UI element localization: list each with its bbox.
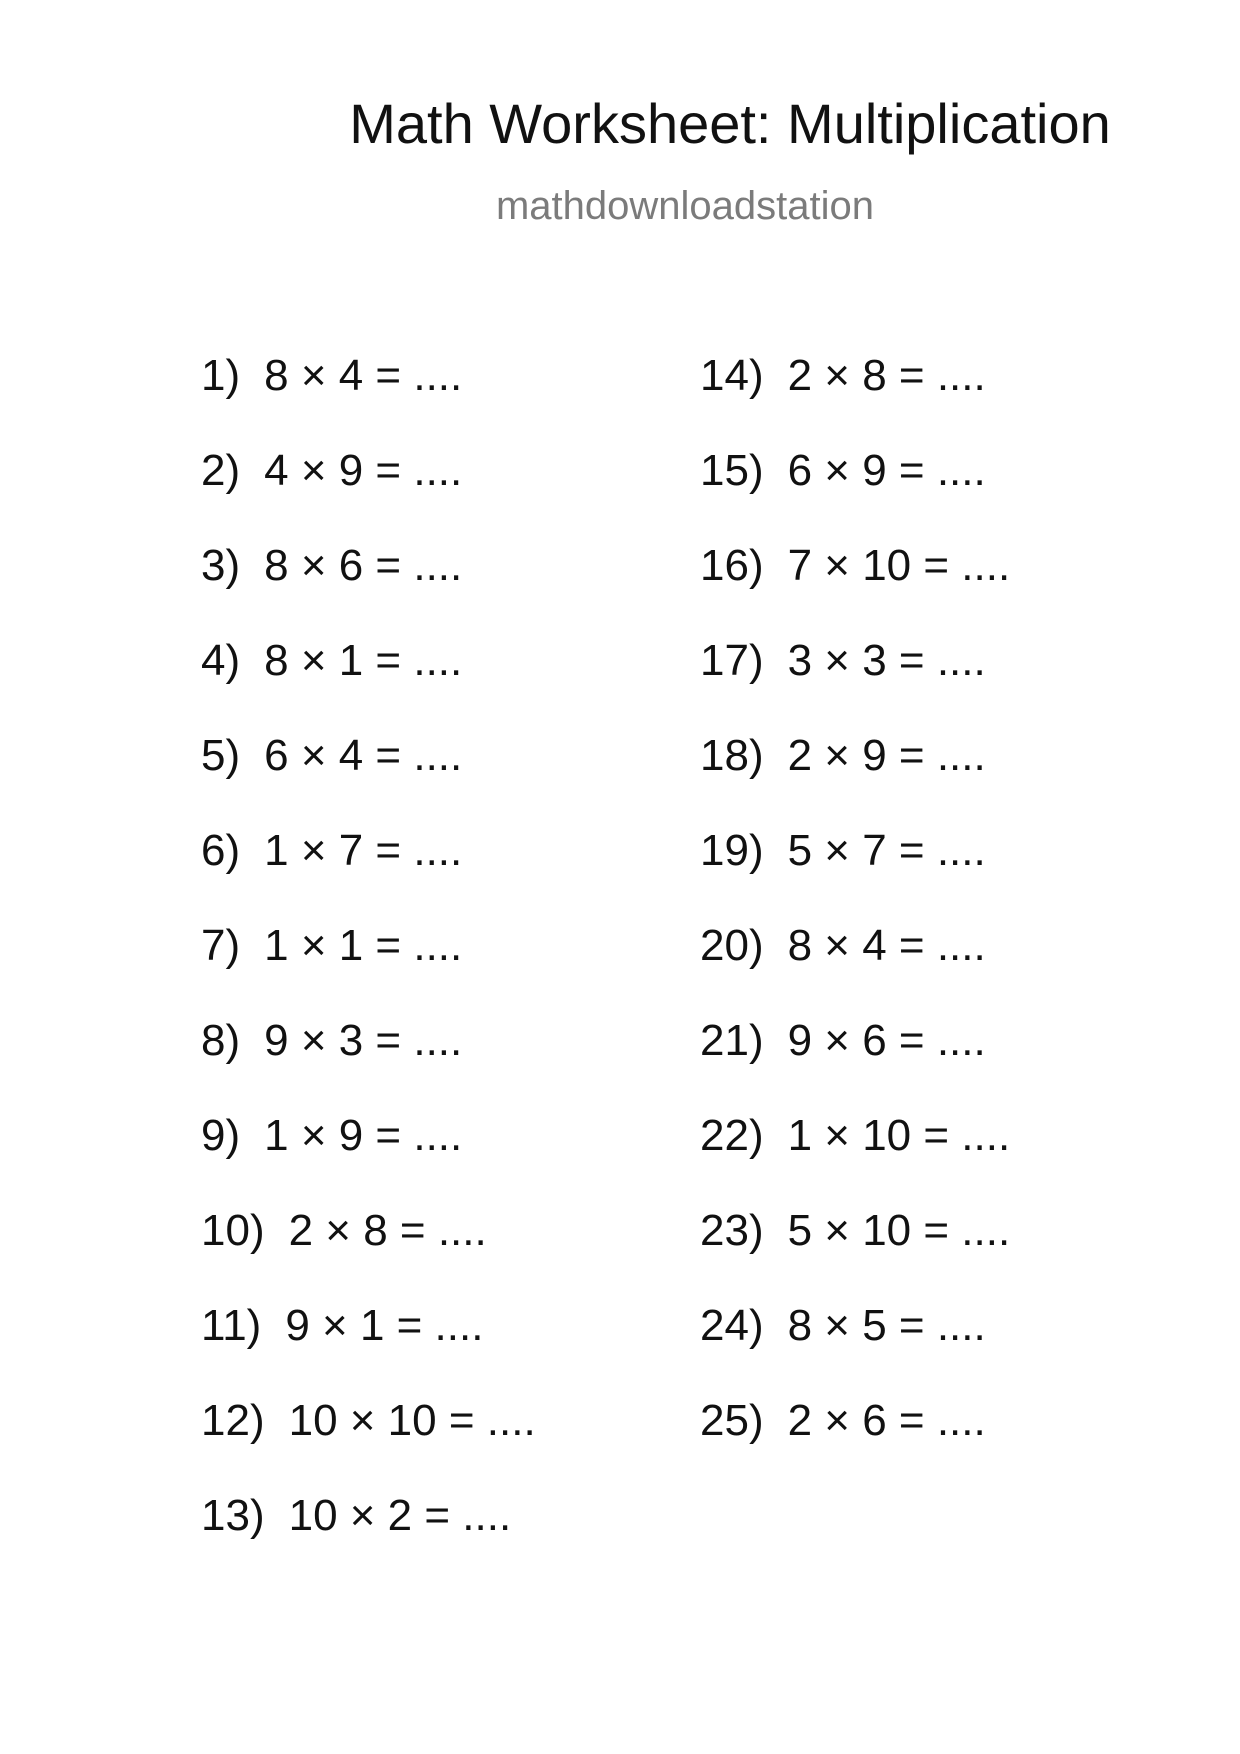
- problem-expression: 8 × 5 = ....: [787, 1301, 986, 1350]
- problem-1: [201, 351, 536, 449]
- problem-expression: 10 × 2 = ....: [288, 1491, 512, 1540]
- problem-16: [700, 541, 1011, 639]
- problem-17: [700, 636, 1010, 734]
- problem-number: 2): [201, 446, 241, 495]
- problem-expression: 1 × 1 = ....: [264, 921, 463, 970]
- problem-expression: 3 × 3 = ....: [787, 636, 986, 685]
- problem-number: 25): [700, 1396, 764, 1445]
- problem-number: 5): [201, 731, 241, 780]
- problem-18: [700, 731, 1010, 829]
- problem-number: 17): [700, 636, 764, 685]
- problem-4: [201, 636, 536, 734]
- problem-expression: 1 × 7 = ....: [264, 826, 463, 875]
- problem-column-right: [700, 351, 1011, 1494]
- worksheet-title: Math Worksheet: Multiplication: [349, 92, 1111, 155]
- problem-number: 7): [201, 921, 241, 970]
- problem-10: [201, 1206, 536, 1304]
- problem-expression: 9 × 1 = ....: [285, 1301, 484, 1350]
- problem-column-left: [201, 351, 536, 1589]
- problem-number: 10): [201, 1206, 265, 1255]
- problem-expression: 6 × 9 = ....: [787, 446, 986, 495]
- problem-23: [700, 1206, 1011, 1304]
- problem-expression: 8 × 4 = ....: [787, 921, 986, 970]
- problem-15: [700, 446, 1010, 544]
- problem-expression: 7 × 10 = ....: [787, 541, 1011, 590]
- problem-5: [201, 731, 536, 829]
- problem-9: [201, 1111, 536, 1209]
- problem-6: [201, 826, 536, 924]
- problem-number: 9): [201, 1111, 241, 1160]
- problem-19: [700, 826, 1010, 924]
- problem-number: 20): [700, 921, 764, 970]
- problem-number: 13): [201, 1491, 265, 1540]
- problem-number: 14): [700, 351, 764, 400]
- problem-expression: 9 × 6 = ....: [787, 1016, 986, 1065]
- problem-expression: 2 × 6 = ....: [787, 1396, 986, 1445]
- problem-7: [201, 921, 536, 1019]
- problem-expression: 8 × 4 = ....: [264, 351, 463, 400]
- problem-number: 8): [201, 1016, 241, 1065]
- problem-expression: 5 × 7 = ....: [787, 826, 986, 875]
- problem-8: [201, 1016, 536, 1114]
- problem-number: 16): [700, 541, 764, 590]
- problem-3: [201, 541, 536, 639]
- problem-number: 21): [700, 1016, 764, 1065]
- problem-14: [700, 351, 1010, 449]
- problem-expression: 10 × 10 = ....: [288, 1396, 536, 1445]
- problem-number: 24): [700, 1301, 764, 1350]
- problem-number: 23): [700, 1206, 764, 1255]
- problem-2: [201, 446, 536, 544]
- worksheet-subtitle: mathdownloadstation: [495, 184, 875, 228]
- problem-expression: 4 × 9 = ....: [264, 446, 463, 495]
- problem-expression: 5 × 10 = ....: [787, 1206, 1011, 1255]
- problem-number: 11): [201, 1301, 262, 1350]
- problem-number: 12): [201, 1396, 265, 1445]
- problem-number: 3): [201, 541, 241, 590]
- problem-expression: 8 × 6 = ....: [264, 541, 463, 590]
- problem-expression: 1 × 9 = ....: [264, 1111, 463, 1160]
- problem-13: [201, 1491, 536, 1589]
- problem-number: 22): [700, 1111, 764, 1160]
- problem-expression: 8 × 1 = ....: [264, 636, 463, 685]
- problem-number: 6): [201, 826, 241, 875]
- problem-24: [700, 1301, 1010, 1399]
- problem-number: 1): [201, 351, 241, 400]
- problem-number: 15): [700, 446, 764, 495]
- problem-number: 19): [700, 826, 764, 875]
- problem-number: 18): [700, 731, 764, 780]
- problem-expression: 1 × 10 = ....: [787, 1111, 1011, 1160]
- problem-12: [201, 1396, 536, 1494]
- problem-25: [700, 1396, 1010, 1494]
- problem-expression: 2 × 9 = ....: [787, 731, 986, 780]
- problem-22: [700, 1111, 1011, 1209]
- problem-expression: 2 × 8 = ....: [288, 1206, 487, 1255]
- problem-21: [700, 1016, 1010, 1114]
- problem-number: 4): [201, 636, 241, 685]
- problem-expression: 9 × 3 = ....: [264, 1016, 463, 1065]
- problem-expression: 2 × 8 = ....: [787, 351, 986, 400]
- problem-11: [201, 1301, 536, 1399]
- problem-20: [700, 921, 1010, 1019]
- problem-expression: 6 × 4 = ....: [264, 731, 463, 780]
